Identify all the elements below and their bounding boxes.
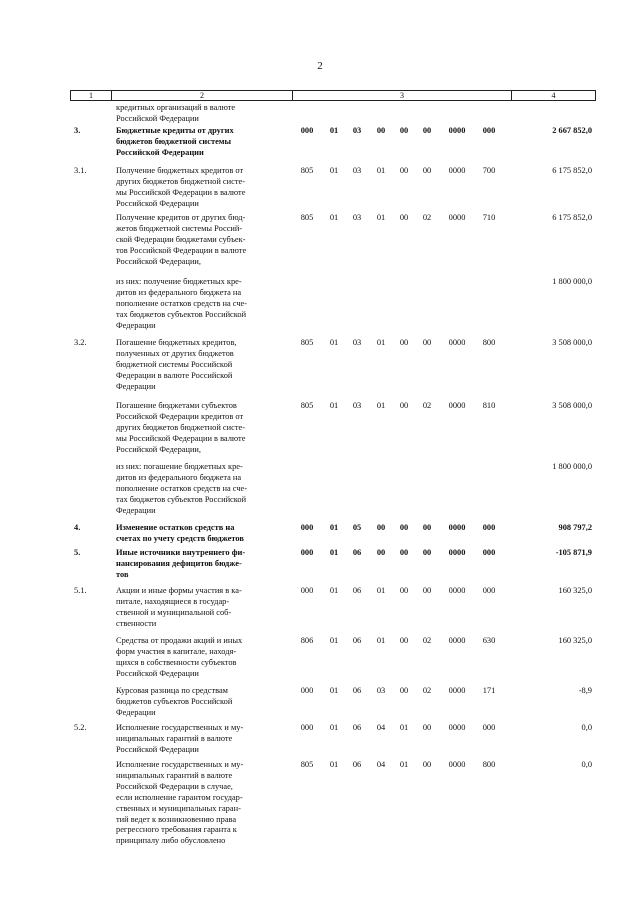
code-element: 00: [422, 548, 432, 557]
code-program: 0000: [448, 686, 466, 695]
code-classification: 000: [482, 523, 496, 532]
code-subarticle: 00: [399, 548, 409, 557]
code-subgroup: 03: [352, 401, 362, 410]
code-classification: 000: [482, 723, 496, 732]
code-admin: 805: [300, 760, 314, 769]
code-program: 0000: [448, 338, 466, 347]
code-element: 00: [422, 338, 432, 347]
code-admin: 000: [300, 686, 314, 695]
code-admin: 000: [300, 548, 314, 557]
code-subgroup: 06: [352, 548, 362, 557]
code-program: 0000: [448, 586, 466, 595]
row-amount: 1 800 000,0: [552, 462, 592, 471]
code-element: 00: [422, 760, 432, 769]
code-element: 00: [422, 586, 432, 595]
code-subarticle: 00: [399, 338, 409, 347]
row-amount: 3 508 000,0: [552, 401, 592, 410]
row-description: Курсовая разница по средствам бюджетов субъектов Российской Федерации: [116, 686, 233, 717]
code-group: 01: [329, 523, 339, 532]
code-subgroup: 05: [352, 523, 362, 532]
code-group: 01: [329, 636, 339, 645]
code-group: 01: [329, 338, 339, 347]
row-description: Акции и иные формы участия в ка- питале, находящиеся в государ- ственной и муниципальной соб- ственности: [116, 586, 242, 628]
code-subgroup: 06: [352, 636, 362, 645]
code-classification: 710: [482, 213, 496, 222]
row-amount: 6 175 852,0: [552, 213, 592, 222]
code-subarticle: 00: [399, 523, 409, 532]
row-description: Исполнение государственных и му- ниципальных гарантий в валюте Российской Федерации: [116, 723, 244, 754]
row-amount: 0,0: [581, 723, 592, 732]
code-classification: 800: [482, 760, 496, 769]
row-amount: 0,0: [581, 760, 592, 769]
code-element: 00: [422, 723, 432, 732]
code-subgroup: 03: [352, 166, 362, 175]
row-number: 5.2.: [74, 723, 87, 732]
code-group: 01: [329, 548, 339, 557]
code-admin: 805: [300, 166, 314, 175]
code-program: 0000: [448, 523, 466, 532]
row-number: 3.: [74, 126, 81, 135]
code-admin: 000: [300, 586, 314, 595]
code-classification: 171: [482, 686, 496, 695]
code-element: 02: [422, 213, 432, 222]
code-subarticle: 00: [399, 686, 409, 695]
row-number: 3.1.: [74, 166, 87, 175]
code-subarticle: 00: [399, 401, 409, 410]
row-number: 5.: [74, 548, 81, 557]
row-description: кредитных организаций в валюте Российской Федерации: [116, 103, 236, 123]
row-description: Бюджетные кредиты от других бюджетов бюджетной системы Российской Федерации: [116, 126, 234, 157]
row-description: из них: получение бюджетных кре- дитов из федерального бюджета на пополнение остатков средств на сче- тах бюджетов субъектов Российской Федерации: [116, 277, 248, 330]
page-number: 2: [317, 60, 323, 72]
code-group: 01: [329, 166, 339, 175]
code-admin: 000: [300, 126, 314, 135]
code-group: 01: [329, 213, 339, 222]
row-description: Погашение бюджетами субъектов Российской Федерации кредитов от других бюджетов бюджетной систе- мы Российской Федерации в валюте Российской Федерации,: [116, 401, 246, 454]
code-element: 00: [422, 166, 432, 175]
row-description: из них: погашение бюджетных кре- дитов из федерального бюджета на пополнение остатков средств на сче- тах бюджетов субъектов Российской Федерации: [116, 462, 248, 515]
code-article: 03: [376, 686, 386, 695]
row-amount: 6 175 852,0: [552, 166, 592, 175]
code-program: 0000: [448, 126, 466, 135]
header-col-3: 3: [400, 91, 404, 100]
code-program: 0000: [448, 166, 466, 175]
code-classification: 000: [482, 586, 496, 595]
code-classification: 630: [482, 636, 496, 645]
code-element: 02: [422, 636, 432, 645]
row-amount: -8,9: [578, 686, 592, 695]
code-classification: 810: [482, 401, 496, 410]
code-article: 01: [376, 401, 386, 410]
code-group: 01: [329, 586, 339, 595]
code-subgroup: 03: [352, 338, 362, 347]
row-description: Получение кредитов от других бюд- жетов бюджетной системы Россий- ской Федерации бюджетами субъек- тов Российской Федерации в валюте Российской Федерации,: [116, 213, 247, 266]
table-header: [70, 90, 596, 101]
header-col-1: 1: [89, 91, 93, 100]
code-element: 02: [422, 401, 432, 410]
code-subarticle: 01: [399, 760, 409, 769]
code-subarticle: 00: [399, 586, 409, 595]
code-subgroup: 06: [352, 586, 362, 595]
row-amount: 3 508 000,0: [552, 338, 592, 347]
code-subgroup: 06: [352, 723, 362, 732]
code-program: 0000: [448, 548, 466, 557]
row-amount: 2 667 852,0: [552, 126, 592, 135]
row-amount: -105 871,9: [555, 548, 592, 557]
code-admin: 000: [300, 723, 314, 732]
code-subgroup: 06: [352, 686, 362, 695]
row-amount: 908 797,2: [558, 523, 592, 532]
code-article: 00: [376, 548, 386, 557]
code-article: 04: [376, 760, 386, 769]
row-amount: 160 325,0: [558, 636, 592, 645]
code-group: 01: [329, 686, 339, 695]
code-program: 0000: [448, 213, 466, 222]
code-element: 00: [422, 126, 432, 135]
code-article: 00: [376, 523, 386, 532]
code-program: 0000: [448, 760, 466, 769]
code-subgroup: 06: [352, 760, 362, 769]
code-subarticle: 00: [399, 636, 409, 645]
code-subarticle: 00: [399, 213, 409, 222]
row-number: 5.1.: [74, 586, 87, 595]
code-subgroup: 03: [352, 126, 362, 135]
row-description: Иные источники внутреннего фи- нансирования дефицитов бюдже- тов: [116, 548, 246, 579]
code-element: 00: [422, 523, 432, 532]
code-classification: 000: [482, 548, 496, 557]
code-program: 0000: [448, 723, 466, 732]
code-element: 02: [422, 686, 432, 695]
row-number: 3.2.: [74, 338, 87, 347]
code-admin: 000: [300, 523, 314, 532]
row-amount: 1 800 000,0: [552, 277, 592, 286]
code-admin: 805: [300, 338, 314, 347]
code-classification: 800: [482, 338, 496, 347]
code-article: 04: [376, 723, 386, 732]
code-subarticle: 01: [399, 723, 409, 732]
code-subgroup: 03: [352, 213, 362, 222]
code-article: 00: [376, 126, 386, 135]
code-admin: 806: [300, 636, 314, 645]
code-subarticle: 00: [399, 166, 409, 175]
row-description: Исполнение государственных и му- ниципальных гарантий в валюте Российской Федерации в случае, если исполнение гарантом государ- ственных и муниципальных гаран- тий ведет к возникновению права регрессного требования гаранта к принципалу либо обусловлено: [116, 760, 244, 846]
row-description: Изменение остатков средств на счетах по учету средств бюджетов: [116, 523, 244, 543]
row-amount: 160 325,0: [558, 586, 592, 595]
header-col-2: 2: [200, 91, 204, 100]
code-article: 01: [376, 338, 386, 347]
code-program: 0000: [448, 636, 466, 645]
row-description: Погашение бюджетных кредитов, полученных от других бюджетов бюджетной системы Российской Федерации в валюте Российской Федерации: [116, 338, 237, 391]
code-group: 01: [329, 760, 339, 769]
code-article: 01: [376, 586, 386, 595]
code-article: 01: [376, 636, 386, 645]
code-program: 0000: [448, 401, 466, 410]
code-admin: 805: [300, 401, 314, 410]
code-group: 01: [329, 401, 339, 410]
code-article: 01: [376, 213, 386, 222]
row-description: Средства от продажи акций и иных форм участия в капитале, находя- щихся в собственности субъектов Российской Федерации: [116, 636, 243, 678]
code-group: 01: [329, 126, 339, 135]
code-article: 01: [376, 166, 386, 175]
row-number: 4.: [74, 523, 81, 532]
code-group: 01: [329, 723, 339, 732]
header-col-4: 4: [551, 91, 556, 100]
code-subarticle: 00: [399, 126, 409, 135]
row-description: Получение бюджетных кредитов от других бюджетов бюджетной систе- мы Российской Федерации в валюте Российской Федерации: [116, 166, 246, 208]
code-admin: 805: [300, 213, 314, 222]
code-classification: 700: [482, 166, 496, 175]
code-classification: 000: [482, 126, 496, 135]
